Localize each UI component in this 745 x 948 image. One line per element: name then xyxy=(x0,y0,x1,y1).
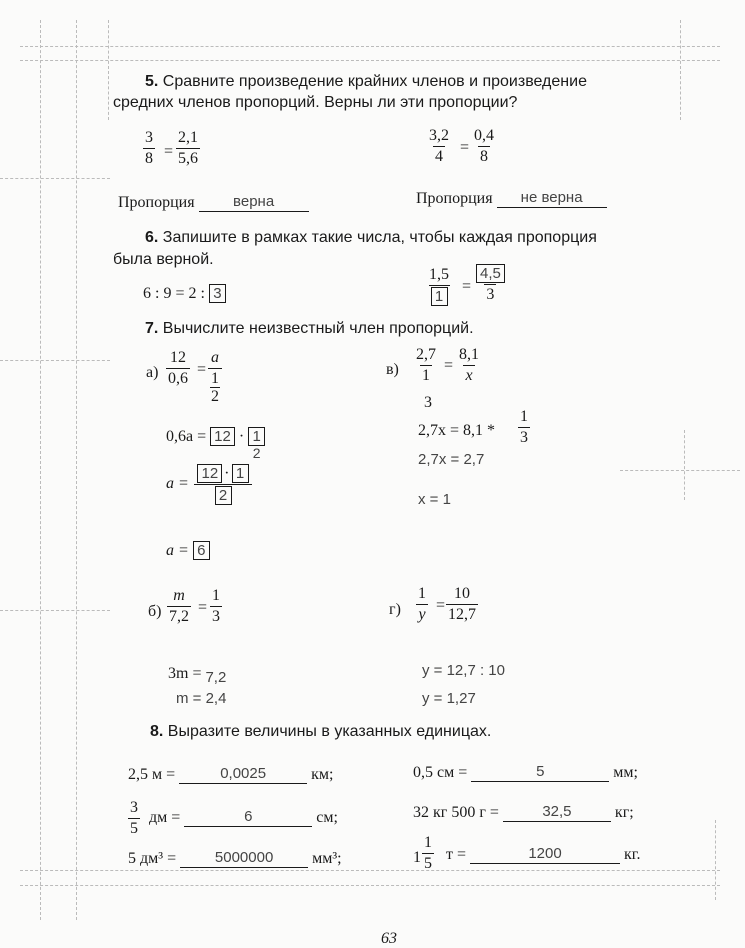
task8-row2-right: 32 кг 500 г = 32,5 кг; xyxy=(413,803,634,821)
task6-prop2-right: $\frac{4,5}{3}$ xyxy=(474,264,507,304)
task7a-step1: 0,6a = 12 · $\frac{1}{2}$ xyxy=(166,427,265,460)
equals-sign: = xyxy=(436,597,446,614)
answer-box[interactable]: 3 xyxy=(209,284,226,303)
task5-answer2 xyxy=(416,189,607,208)
answer-box[interactable]: 2 xyxy=(215,486,232,505)
answer-blank[interactable]: 5 xyxy=(471,763,609,782)
task8-row1-left: 2,5 м = 0,0025 км; xyxy=(128,765,334,783)
task8-row3-right: т = 1200 кг. xyxy=(446,845,641,863)
task7-title: Вычислите неизвестный член пропорций. xyxy=(162,320,474,337)
task5-text-line2: средних членов пропорций. Верны ли эти пропорции? xyxy=(113,94,518,111)
task7b-step2: m = 2,4 xyxy=(176,690,227,707)
task7a-left: $\frac{12}{0,6}$ xyxy=(168,349,188,387)
task6-text-line1: Запишите в рамках такие числа, чтобы каждая пропорция xyxy=(162,229,597,246)
task8-row2-fraction: $\frac{3}{5}$ xyxy=(130,799,138,837)
proportion-label: Пропорция xyxy=(416,190,493,207)
task7a-step2-fraction: 12 · 1 2 xyxy=(194,464,252,505)
task5-prop2-right: $\frac{0,4}{8}$ xyxy=(474,127,494,165)
prop-text: 6 : 9 = 2 : xyxy=(143,285,205,302)
proportion-label: Пропорция xyxy=(118,194,195,211)
task8-number: 8. xyxy=(150,723,164,740)
answer-blank[interactable]: не верна xyxy=(497,189,607,208)
task6-heading xyxy=(145,229,597,247)
task6-text-line2: была верной. xyxy=(113,251,214,268)
task7g-step2: y = 1,27 xyxy=(422,690,476,707)
task7-number: 7. xyxy=(145,320,159,337)
answer-box[interactable]: 12 xyxy=(210,427,235,446)
task7a-right: a 1 2 xyxy=(208,349,222,405)
task7g-right: $\frac{10}{12,7}$ xyxy=(448,585,476,623)
task7g-left: $\frac{1}{y}$ xyxy=(418,585,426,623)
task5-text-line1: Сравните произведение крайних членов и произведение xyxy=(162,73,587,90)
task7a-answer: a = 6 xyxy=(166,541,210,560)
item-label-g: г) xyxy=(389,601,401,618)
answer-box[interactable]: 1 xyxy=(431,287,448,306)
task6-number: 6. xyxy=(145,229,159,246)
task6-prop2-left: $\frac{1,5}{1}$ xyxy=(429,266,449,305)
task7g-step1: y = 12,7 : 10 xyxy=(422,662,505,679)
task8-row2-left: дм = 6 см; xyxy=(149,808,338,826)
task7v-step1: 2,7x = 8,1 * xyxy=(418,422,496,439)
task7b-step1: 3m = 7,2 xyxy=(168,665,227,686)
task8-heading xyxy=(150,723,491,741)
task5-heading xyxy=(145,73,587,91)
answer-box[interactable]: 4,5 xyxy=(476,264,505,283)
answer-blank[interactable]: 6 xyxy=(184,808,312,827)
item-label-a: а) xyxy=(146,364,159,381)
mixed-whole: 1 xyxy=(413,849,421,866)
equals-sign: = xyxy=(164,143,174,160)
task5-number: 5. xyxy=(145,73,159,90)
task7v-under: 3 xyxy=(424,394,432,411)
task7-heading xyxy=(145,320,474,338)
task8-row3-left: 5 дм³ = 5000000 мм³; xyxy=(128,849,342,867)
task6-prop1 xyxy=(143,284,226,303)
equals-sign: = xyxy=(198,599,208,616)
answer-blank[interactable]: верна xyxy=(199,193,309,212)
equals-sign: = xyxy=(460,139,470,156)
answer-blank[interactable]: 0,0025 xyxy=(179,765,307,784)
task7v-step2: 2,7x = 2,7 xyxy=(418,451,485,468)
page-number: 63 xyxy=(381,930,397,947)
equals-sign: = xyxy=(462,278,472,295)
task7b-left: $\frac{m}{7,2}$ xyxy=(169,587,189,625)
task8-title: Выразите величины в указанных единицах. xyxy=(167,723,492,740)
task5-prop1-left: $\frac{3}{8}$ xyxy=(145,129,153,167)
task7v-step1-fraction: $\frac{1}{3}$ xyxy=(520,408,528,446)
task7a-step2: a = xyxy=(166,475,189,492)
task8-row1-right: 0,5 см = 5 мм; xyxy=(413,763,638,781)
task5-answer1 xyxy=(118,193,309,212)
task7v-left: $\frac{2,7}{1}$ xyxy=(416,346,436,384)
task5-prop1-right: $\frac{2,1}{5,6}$ xyxy=(178,129,198,167)
answer-box[interactable]: 6 xyxy=(193,541,210,560)
answer-blank[interactable]: 5000000 xyxy=(180,849,308,868)
answer-box[interactable]: 1 xyxy=(248,427,265,446)
answer-blank[interactable]: 1200 xyxy=(470,845,620,864)
item-label-b: б) xyxy=(148,603,162,620)
equals-sign: = xyxy=(197,361,207,378)
task7v-step3: x = 1 xyxy=(418,491,451,508)
task5-prop2-left: $\frac{3,2}{4}$ xyxy=(429,127,449,165)
equals-sign: = xyxy=(444,357,454,374)
answer-blank[interactable]: 32,5 xyxy=(503,803,611,822)
item-label-v: в) xyxy=(386,361,399,378)
answer-box[interactable]: 12 xyxy=(197,464,222,483)
task7b-right: $\frac{1}{3}$ xyxy=(212,587,220,625)
task8-row3-fraction: $\frac{1}{5}$ xyxy=(424,834,432,872)
task7v-right: $\frac{8,1}{x}$ xyxy=(459,346,479,384)
answer-box[interactable]: 1 xyxy=(232,464,249,483)
